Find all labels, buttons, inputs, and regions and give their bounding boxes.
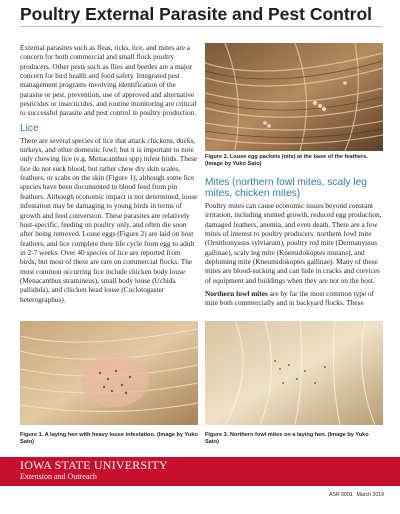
northern-fowl-mites-lead: Northern fowl mites — [205, 289, 268, 299]
figure-3-caption: Figure 3. Northern fowl mites on a laying hen. (Image by Yuko Sato) — [205, 432, 369, 446]
footer-meta — [325, 492, 384, 498]
publication-date: March 2019 — [356, 492, 384, 498]
figure-2-caption: Figure 2. Louse egg packets (nits) at the base of the feathers. (Image by Yuko Sato) — [205, 154, 368, 168]
northern-fowl-mites-paragraph — [205, 289, 383, 308]
document-id: ASR 0001 — [328, 492, 353, 498]
page-title: Poultry External Parasite and Pest Control — [20, 4, 373, 24]
mites-paragraph: Poultry mites can cause economic issues beyond constant irritation, including stunted growth, reduced egg production, damaged feathers, anemia, and even death. There are a few mites of interest to poultry producers: northern fowl mite (Ornithonyssus sylviarum), poultry red mite (Dermanyssus gallinae), scaly leg mite (Knemidokoptes mutans), and depluming mite (Kneumidokoptes gallinae). Many of these mites are blood-sucking and can hide in cracks and crevices of equipment and buildings when they are not on the host. — [205, 201, 382, 285]
northern-fowl-mites-text: are by far the most common type of mite both commercially and in backyard flocks. These — [205, 289, 375, 308]
left-column — [20, 43, 198, 304]
right-column — [205, 178, 383, 308]
university-wordmark: IOWA STATE UNIVERSITY — [20, 458, 168, 472]
mites-heading: Mites (northern fowl mites, scaly leg mites, chicken mites) — [205, 177, 367, 199]
extension-outreach-label: Extension and Outreach — [20, 472, 97, 481]
lice-paragraph: There are several species of lice that attack chickens, ducks, turkeys, and other domestic fowl; but it is important to note only chewing lice (e.g. Menacanthus spp) infest birds. These lice do not suck blood, but rather chew dry skin scales, feathers, or scabs on the skin (Figure 1), although some lice species have been documented to blood feed from pin feathers. Although economic impact is not determined, louse infestation may be damaging to young birds in terms of growth and feed conversion. These parasites are relatively host-specific, feeding on poultry only, and often die soon after being removed. Louse eggs (Figure 2) are laid on host feathers, and lice complete their life cycle from egg to adult in 2-7 weeks. Over 40 species of lice are reported from birds, but most of these are rare on commercial flocks. The most common occurring lice include chicken body louse (Menacanthus stramineus), small body louse (Uchida pallidula), and chicken head louse (Cuclotogaster heterographus). — [20, 135, 198, 304]
figure-1-photo — [20, 321, 198, 425]
intro-paragraph: External parasites such as fleas, ticks, lice, and mites are a concern for both commercial and small flock poultry producers. Other pests such as flies and beetles are a major concern for bird health and food safety. Integrated pest management programs involving identification of the parasite or pest, prevention, use of approved and alternative pesticides or insecticides, and routine monitoring are critical to successful parasite and pest control in poultry production. — [20, 43, 197, 118]
figure-3-photo — [205, 321, 383, 425]
title-rule — [20, 26, 382, 27]
figure-1-caption: Figure 1. A laying hen with heavy louse infestation. (Image by Yuko Sato) — [20, 432, 198, 446]
lice-heading: Lice — [20, 122, 39, 134]
figure-2-photo — [205, 43, 383, 151]
